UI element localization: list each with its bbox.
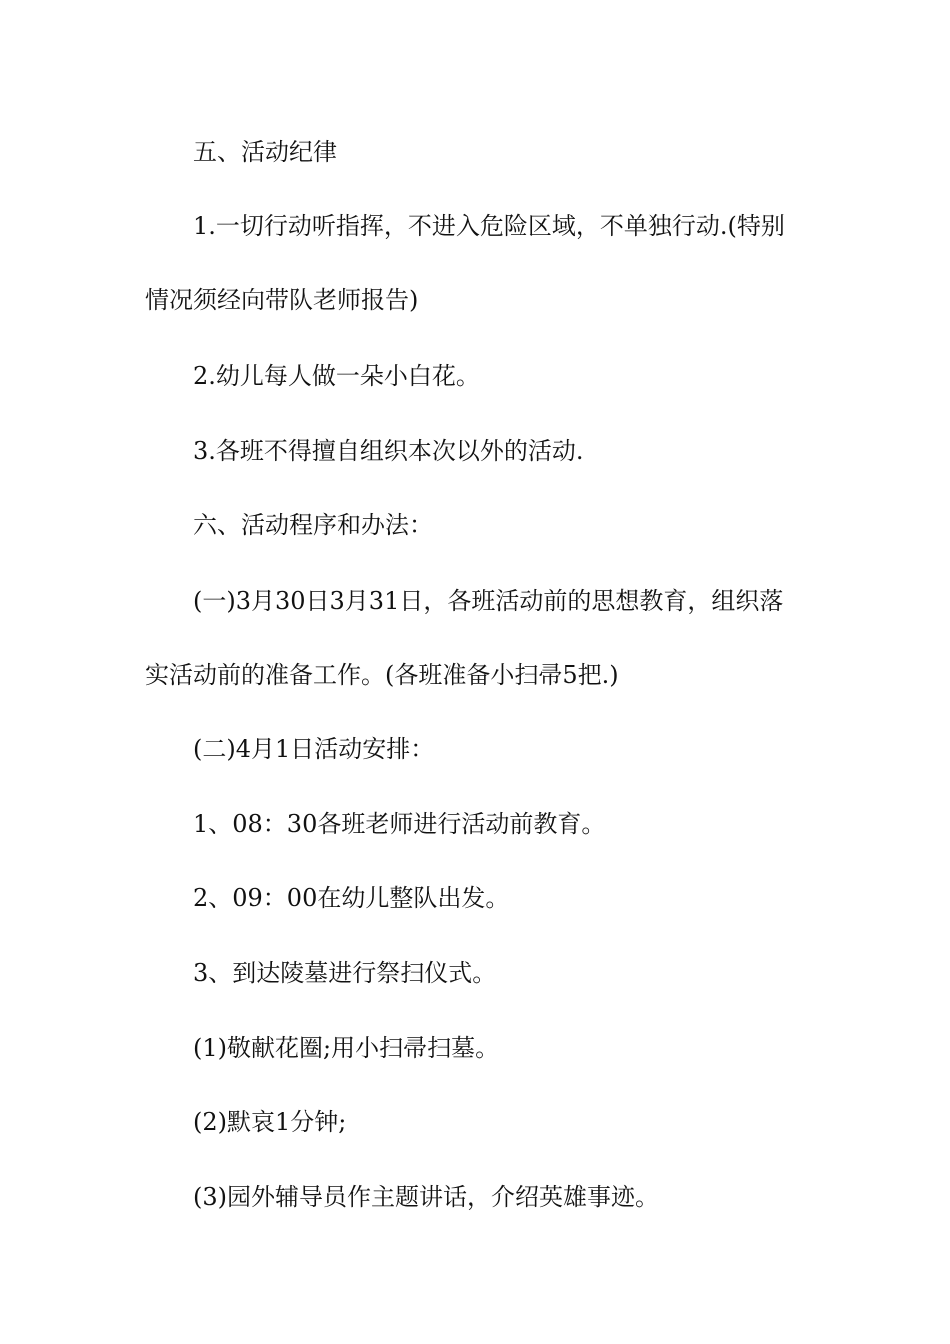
paragraph-line: (2)默哀1分钟; (193, 1108, 347, 1136)
paragraph-line: 2.幼儿每人做一朵小白花。 (193, 362, 480, 390)
paragraph-line: (1)敬献花圈;用小扫帚扫墓。 (193, 1034, 500, 1062)
section-heading-procedure: 六、活动程序和办法： (193, 511, 433, 539)
paragraph-line: 2、09：00在幼儿整队出发。 (193, 884, 510, 912)
section-heading-discipline: 五、活动纪律 (193, 138, 337, 166)
paragraph-line: 实活动前的准备工作。(各班准备小扫帚5把.) (145, 661, 619, 689)
paragraph-line: 情况须经向带队老师报告) (145, 286, 419, 314)
paragraph-line: 3、到达陵墓进行祭扫仪式。 (193, 959, 497, 987)
paragraph-line: 3.各班不得擅自组织本次以外的活动. (193, 437, 584, 465)
paragraph-line: (二)4月1日活动安排： (193, 735, 435, 763)
paragraph-line: (一)3月30日3月31日，各班活动前的思想教育，组织落 (193, 587, 784, 615)
paragraph-line: 1.一切行动听指挥，不进入危险区域，不单独行动.(特别 (193, 212, 785, 240)
paragraph-line: (3)园外辅导员作主题讲话，介绍英雄事迹。 (193, 1183, 659, 1211)
paragraph-line: 1、08：30各班老师进行活动前教育。 (193, 810, 606, 838)
